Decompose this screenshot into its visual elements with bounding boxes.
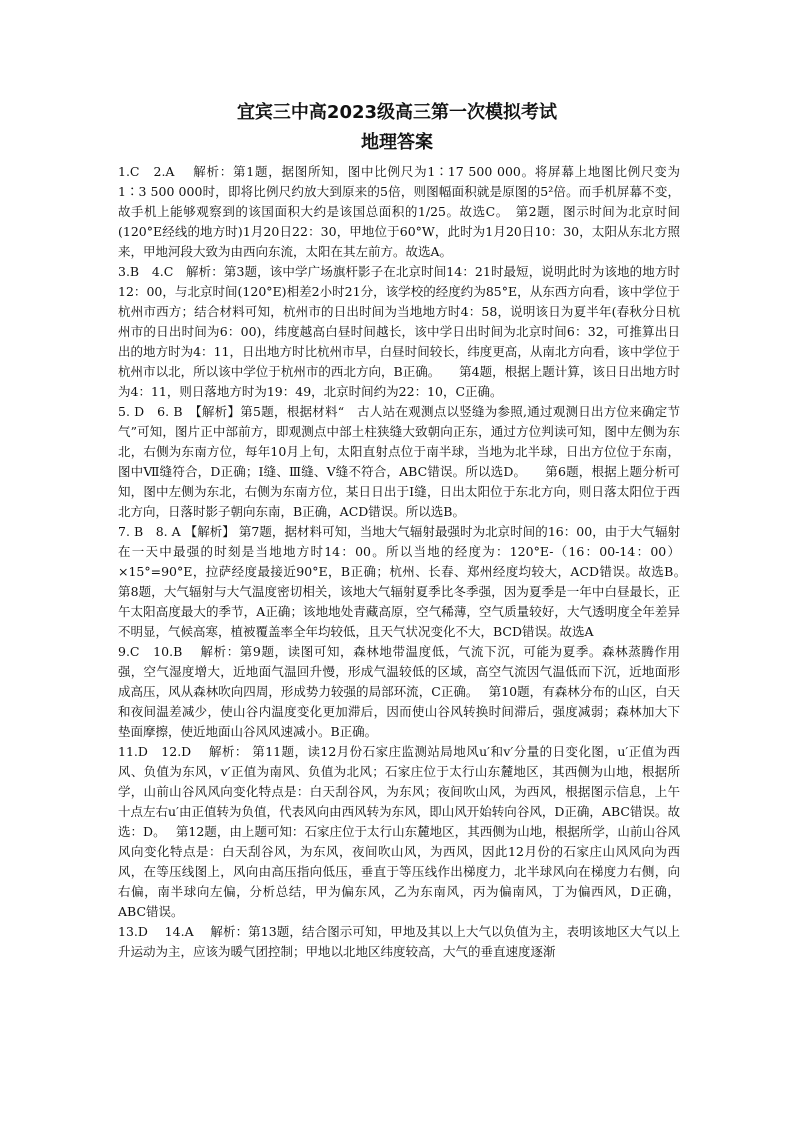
page-subtitle: 地理答案 (361, 132, 433, 153)
answer-paragraph-5-6: 5. D 6. B 【解析】第5题，根据材料“ 古人站在观测点以竖缝为参照,通过观测日出方位来确定节气”可知，图片正中部前方，即观测点中部土柱狭缝大致朝向正东，通过方位判读可知，图中左侧为东北，右侧为东南方位，每年10月上旬，太阳直射点位于南半球，当地为北半球，日出方位位于东南，图中Ⅶ缝符合，D正确；Ⅰ缝、Ⅲ缝、Ⅴ缝不符合，ABC错误。所以选D。 第6题，根据上题分析可知，图中左侧为东北，右侧为东南方位，某日日出于Ⅰ缝，日出太阳位于东北方向，则日落太阳位于西北方向，日落时影子朝向东南，B正确，ACD错误。所以选B。 (118, 404, 680, 519)
answer-paragraph-9-10: 9.C 10.B 解析：第9题，读图可知，森林地带温度低，气流下沉，可能为夏季。森林蒸腾作用强，空气湿度增大，近地面气温回升慢，形成气温较低的区域，高空气流因气温低而下沉，近地面形成高压，风从森林吹向四周，形成势力较强的局部环流，C正确。 第10题，有森林分布的山区，白天和夜间温差减少，使山谷内温度变化更加滞后，因而使山谷风转换时间滞后，强度减弱；森林加大下垫面摩擦，使近地面山谷风风速减小。B正确。 (118, 644, 680, 739)
answer-paragraph-11-12: 11.D 12.D 解析： 第11题，读12月份石家庄监测站局地风u′和v′分量的日变化图，u′正值为西风、负值为东风，v′正值为南风、负值为北风；石家庄位于太行山东麓地区，其西侧为山地，根据所学，山前山谷风风向变化特点是：白天刮谷风，为东风；夜间吹山风，为西风，根据图示信息，上午十点左右u′由正值转为负值，代表风向由西风转为东风，即山风开始转向谷风，D正确，ABC错误。故选：D。 第12题，由上题可知：石家庄位于太行山东麓地区，其西侧为山地，根据所学，山前山谷风风向变化特点是：白天刮谷风，为东风，夜间吹山风，为西风，因此12月份的石家庄山风风向为西风，在等压线图上，风向由高压指向低压，垂直于等压线作出梯度力，北半球风向在梯度力右侧，向右偏，南半球向左偏，分析总结，甲为偏东风，乙为东南风，丙为偏南风，丁为偏西风，D正确，ABC错误。 (118, 744, 680, 919)
answer-paragraph-13-14: 13.D 14.A 解析：第13题，结合图示可知，甲地及其以上大气以负值为主，表明该地区大气以上升运动为主，应该为暖气团控制；甲地以北地区纬度较高，大气的垂直速度逐渐 (118, 924, 680, 959)
answer-paragraph-7-8: 7. B 8. A 【解析】 第7题，据材料可知，当地大气辐射最强时为北京时间的16：00，由于大气辐射在一天中最强的时刻是当地地方时14：00。所以当地的经度为：120°E-（16：00-14：00）×15°=90°E，拉萨经度最接近90°E，B正确；杭州、长春、郑州经度均较大，ACD错误。故选B。 第8题，大气辐射与大气温度密切相关，该地大气辐射夏季比冬季强，因为夏季是一年中白昼最长，正午太阳高度最大的季节，A正确；该地地处青藏高原，空气稀薄，空气质量较好，大气透明度全年差异不明显，气候高寒，植被覆盖率全年均较低，且天气状况变化不大，BCD错误。故选A (118, 524, 697, 639)
answer-paragraph-3-4: 3.B 4.C 解析：第3题，该中学广场旗杆影子在北京时间14：21时最短，说明此时为该地的地方时12：00，与北京时间(120°E)相差2小时21分，该学校的经度约为85°E，从东西方向看，该中学位于杭州市西方；结合材料可知，杭州市的日出时间为当地地方时4：58，说明该日为夏半年(春秋分日杭州市的日出时间为6：00)，纬度越高白昼时间越长，该中学日出时间为北京时间6：32，可推算出日出的地方时为4：11，日出地方时比杭州市早，白昼时间较长，纬度更高，从南北方向看，该中学位于杭州市以北，所以该中学位于杭州市的西北方向，B正确。 第4题，根据上题计算，该日日出地方时为4：11，则日落地方时为19：49，北京时间约为22：10，C正确。 (118, 264, 680, 399)
answer-paragraph-1-2: 1.C 2.A 解析：第1题，据图所知，图中比例尺为1∶17 500 000。将屏幕上地图比例尺变为1∶3 500 000时，即将比例尺约放大到原来的5倍，则图幅面积就是原图的5²倍。而手机屏幕不变，故手机上能够观察到的该国面积大约是该国总面积的1/25。故选C。 第2题，图示时间为北京时间(120°E经线的地方时)1月20日22：30，甲地位于60°W，此时为1月20日10：30，太阳从东北方照来，甲地河段大致为由西向东流，太阳在其左前方。故选A。 (118, 164, 680, 259)
answer-body (118, 162, 697, 962)
page-title: 宜宾三中高2023级高三第一次模拟考试 (236, 102, 558, 123)
